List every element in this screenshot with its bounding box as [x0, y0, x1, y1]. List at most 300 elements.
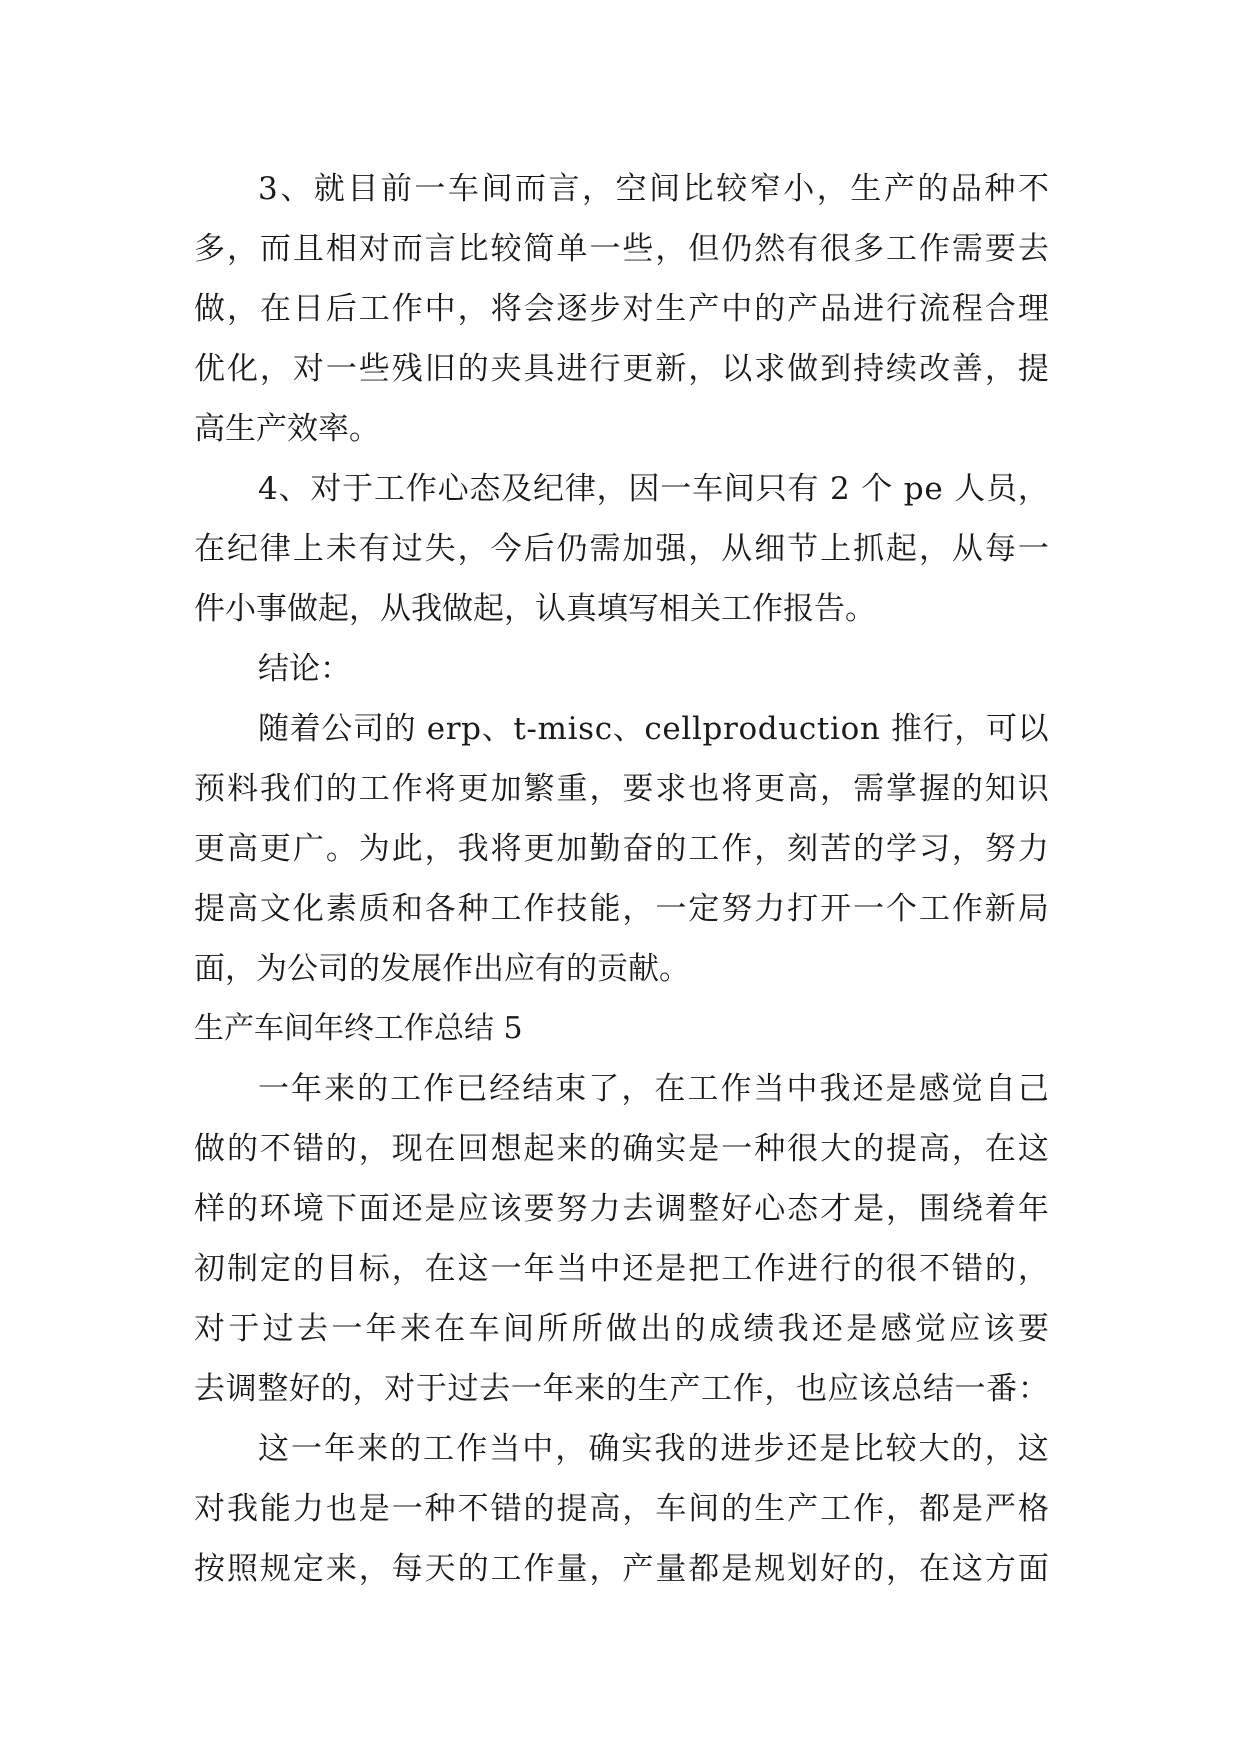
line-char: 个 — [886, 891, 918, 927]
line-char: 工 — [490, 1551, 522, 1587]
line-char: 学 — [886, 831, 918, 867]
line-char: ， — [954, 711, 986, 747]
line-char: 好 — [721, 1191, 753, 1227]
line-char: 作 — [405, 471, 437, 507]
line-char: 的 — [589, 1131, 621, 1167]
line-char: 去 — [622, 1191, 654, 1227]
line-char: 比 — [682, 171, 714, 207]
line-char: - — [526, 711, 537, 747]
paragraph-line — [194, 699, 1049, 759]
line-char: 目 — [347, 171, 379, 207]
line-char: 来 — [324, 1071, 356, 1107]
line-char: 程 — [951, 291, 983, 327]
paragraph-line — [194, 819, 1049, 879]
line-char: ， — [1017, 1251, 1049, 1287]
line-char: 产 — [622, 1551, 654, 1587]
line-char: 但 — [688, 231, 720, 267]
line-char: ， — [622, 891, 654, 927]
line-char: 的 — [984, 1251, 1016, 1287]
line-char: 更 — [523, 831, 555, 867]
line-char: 当 — [753, 1071, 785, 1107]
paragraph-line — [194, 1299, 1049, 1359]
line-char: 我 — [259, 771, 291, 807]
line-char: 一 — [258, 1071, 289, 1107]
line-char: 作 — [754, 1251, 786, 1287]
line-char: 失 — [424, 531, 456, 567]
line-char: 要 — [1017, 1311, 1049, 1347]
line-char: 成 — [708, 1311, 740, 1347]
line-char: 们 — [292, 771, 324, 807]
line-char: 去 — [296, 1311, 328, 1347]
line-char: 素 — [325, 891, 357, 927]
line-char: 好 — [820, 1551, 852, 1587]
line-char: 3 — [258, 171, 278, 207]
line-char: 些 — [358, 351, 390, 387]
line-char: 间 — [688, 1491, 720, 1527]
line-char: ， — [259, 351, 291, 387]
line-char: 自 — [984, 1071, 1016, 1107]
line-char: 4 — [258, 471, 278, 507]
line-char: 还 — [811, 1311, 843, 1347]
line-char: 高 — [226, 891, 258, 927]
line-char: ， — [984, 1431, 1016, 1467]
line-char: 环 — [259, 1191, 291, 1227]
line-char: o — [738, 711, 758, 747]
line-char: 束 — [555, 1071, 587, 1107]
line-char: 局 — [1017, 891, 1049, 927]
line-char: 生 — [637, 1371, 669, 1407]
line-char: ， — [589, 771, 621, 807]
line-char: ， — [596, 471, 628, 507]
line-char: 实 — [621, 1431, 653, 1467]
line-char: 照 — [226, 1551, 258, 1587]
line-char: 的 — [674, 1311, 706, 1347]
line-char: 从 — [721, 531, 753, 567]
line-char: 力 — [754, 891, 786, 927]
line-char: 起 — [523, 1131, 555, 1167]
line-char: 以 — [721, 351, 753, 387]
line-char: 更 — [754, 771, 786, 807]
paragraph-line — [194, 1059, 1049, 1119]
line-char: 刻 — [787, 831, 819, 867]
line-char: 生 — [850, 171, 882, 207]
line-char: ， — [358, 1131, 390, 1167]
line-char: 要 — [523, 1191, 555, 1227]
line-char: 工 — [721, 1251, 753, 1287]
line-char: 相 — [325, 231, 357, 267]
line-char: 天 — [424, 1551, 456, 1587]
line-char: 然 — [754, 231, 786, 267]
line-char: 些 — [622, 231, 654, 267]
line-char: 结 — [522, 1071, 554, 1107]
line-char: 窄 — [749, 171, 781, 207]
line-char: ， — [688, 531, 720, 567]
line-char: 是 — [688, 1131, 720, 1167]
line-char: 也 — [325, 1491, 357, 1527]
line-char: 简 — [523, 231, 555, 267]
line-char: ， — [688, 351, 720, 387]
line-char: 规 — [754, 1551, 786, 1587]
line-char: 勤 — [589, 831, 621, 867]
line-char: 的 — [384, 711, 416, 747]
line-char: ， — [391, 1251, 423, 1287]
line-char: 逐 — [556, 291, 588, 327]
line-char: r — [723, 711, 738, 747]
line-char: 工 — [358, 771, 390, 807]
line-char: r — [445, 711, 461, 747]
line-char: e — [662, 711, 681, 747]
line-char: 生 — [754, 1491, 786, 1527]
line-char: 对 — [384, 1371, 416, 1407]
line-char: c — [644, 711, 662, 747]
line-char: 强 — [655, 531, 687, 567]
line-char: 是 — [819, 1431, 851, 1467]
line-char: 来 — [574, 1371, 606, 1407]
line-char: 到 — [820, 351, 852, 387]
line-char: 所 — [571, 1311, 603, 1347]
line-char: 经 — [489, 1071, 521, 1107]
line-char: 年 — [365, 1311, 397, 1347]
line-char: 来 — [357, 1431, 389, 1467]
line-char: 为 — [358, 831, 390, 867]
line-char: e — [426, 711, 446, 747]
line-char: 律 — [564, 471, 596, 507]
line-char: 比 — [852, 1431, 884, 1467]
line-char: d — [757, 711, 778, 747]
line-char: 单 — [556, 231, 588, 267]
line-char: 感 — [918, 1071, 950, 1107]
line-char: 于 — [342, 471, 374, 507]
line-char: 也 — [688, 771, 720, 807]
line-char: 在 — [424, 1251, 456, 1287]
paragraph-line — [194, 1119, 1049, 1179]
line-char: 工 — [886, 231, 918, 267]
line-char: 的 — [853, 1131, 885, 1167]
line-char: ， — [358, 1551, 390, 1587]
paragraph-line — [194, 759, 1049, 819]
line-char: 每 — [391, 1551, 423, 1587]
line-char: 调 — [225, 1371, 257, 1407]
line-char: 的 — [357, 1071, 389, 1107]
line-char: 种 — [754, 1131, 786, 1167]
line-char: 合 — [984, 291, 1016, 327]
line-char: 优 — [194, 351, 225, 387]
line-char: 中 — [522, 1431, 554, 1467]
line-char: 来 — [325, 1551, 357, 1587]
line-char: 己 — [1017, 1071, 1049, 1107]
line-char: 作 — [391, 771, 423, 807]
line-text: 高生产效率。 — [194, 411, 380, 447]
line-char: 提 — [886, 1131, 918, 1167]
line-char: 日 — [292, 291, 324, 327]
line-char: 产 — [669, 1371, 701, 1407]
line-char: 需 — [589, 531, 621, 567]
line-char: 有 — [787, 471, 819, 507]
line-char: 错 — [292, 1131, 324, 1167]
line-char: 理 — [1017, 291, 1049, 327]
line-char: c — [798, 711, 817, 747]
line-char: 都 — [918, 1491, 950, 1527]
line-char: 年 — [523, 1251, 555, 1287]
line-char: ， — [886, 1491, 918, 1527]
line-char: 个 — [861, 471, 893, 507]
line-char: 作 — [456, 1431, 488, 1467]
line-char: 具 — [523, 351, 555, 387]
line-char: 加 — [490, 771, 522, 807]
line-char: 知 — [984, 771, 1016, 807]
line-char: 上 — [292, 531, 324, 567]
line-char: 一 — [954, 1371, 986, 1407]
line-char: 进 — [853, 291, 885, 327]
paragraph-line — [194, 639, 1049, 699]
line-char: 一 — [291, 1431, 323, 1467]
line-char: 力 — [1017, 831, 1049, 867]
line-char: 提 — [194, 891, 225, 927]
line-char: 心 — [754, 1191, 786, 1227]
line-char: 纪 — [226, 531, 258, 567]
line-char: 的 — [226, 1191, 258, 1227]
line-char: i — [567, 711, 578, 747]
line-char: 格 — [1017, 1491, 1049, 1527]
line-char: 进 — [787, 1251, 819, 1287]
line-char: 种 — [424, 1491, 456, 1527]
line-char: 一 — [721, 1131, 753, 1167]
line-char: 而 — [259, 231, 291, 267]
line-char: ， — [622, 1491, 654, 1527]
line-char: 做 — [194, 291, 225, 327]
line-char: n — [859, 711, 880, 747]
line-char: 去 — [479, 1371, 511, 1407]
line-char: ， — [226, 291, 258, 327]
paragraph-line — [194, 1179, 1049, 1239]
line-char: 是 — [885, 1071, 917, 1107]
line-char: 言 — [548, 171, 580, 207]
line-char: t — [513, 711, 526, 747]
line-char: 错 — [490, 1491, 522, 1527]
line-char: 需 — [951, 231, 983, 267]
line-char: 是 — [721, 1551, 753, 1587]
line-char: 还 — [852, 1071, 884, 1107]
line-char: 量 — [655, 1551, 687, 1587]
line-char: ， — [457, 531, 489, 567]
line-char: 过 — [447, 1371, 479, 1407]
line-char: 量 — [556, 1551, 588, 1587]
line-char: 确 — [588, 1431, 620, 1467]
line-char: 作 — [523, 1551, 555, 1587]
line-char: 而 — [391, 231, 423, 267]
paragraph-line — [194, 519, 1049, 579]
line-char: 是 — [358, 1491, 390, 1527]
line-char: 作 — [391, 291, 423, 327]
line-char: 都 — [688, 1551, 720, 1587]
line-text: 面，为公司的发展作出应有的贡献。 — [194, 951, 690, 987]
line-text: 件小事做起，从我做起，认真填写相关工作报告。 — [194, 591, 876, 627]
line-char: 定 — [292, 1551, 324, 1587]
line-char: 产 — [787, 291, 819, 327]
line-char: 的 — [754, 291, 786, 327]
line-char: 质 — [358, 891, 390, 927]
line-char: 来 — [556, 1131, 588, 1167]
line-char: 有 — [787, 231, 819, 267]
line-char: 标 — [358, 1251, 390, 1287]
line-char: 面 — [1017, 1551, 1049, 1587]
line-char: 工 — [918, 891, 950, 927]
line-char: 行 — [886, 291, 918, 327]
line-char: 调 — [655, 1191, 687, 1227]
document-page — [194, 159, 1049, 1599]
line-char — [416, 699, 426, 759]
line-char: 也 — [796, 1371, 828, 1407]
line-char — [819, 459, 829, 519]
line-char: 工 — [390, 1071, 422, 1107]
line-char: 感 — [880, 1311, 912, 1347]
line-char: 提 — [1017, 351, 1049, 387]
line-char: 好 — [289, 1371, 321, 1407]
line-char: 后 — [523, 531, 555, 567]
line-char: 的 — [721, 1491, 753, 1527]
line-char: 还 — [391, 1191, 423, 1227]
line-char: 间 — [723, 471, 755, 507]
line-char: 持 — [853, 351, 885, 387]
line-text: 结论： — [258, 651, 351, 687]
line-char: 言 — [424, 231, 456, 267]
line-char: ， — [951, 1131, 983, 1167]
line-char: 行 — [922, 711, 954, 747]
line-char: 高 — [787, 771, 819, 807]
line-char: 在 — [194, 531, 225, 567]
line-char: 夹 — [490, 351, 522, 387]
line-char: 这 — [1017, 1131, 1049, 1167]
line-char: 对 — [292, 351, 324, 387]
line-char: 过 — [262, 1311, 294, 1347]
line-char: 定 — [688, 891, 720, 927]
line-char: 行 — [589, 351, 621, 387]
line-char: 于 — [415, 1371, 447, 1407]
line-char: 对 — [622, 291, 654, 327]
paragraph-line — [194, 219, 1049, 279]
line-char: 很 — [820, 231, 852, 267]
line-char: 的 — [457, 1551, 489, 1587]
line-char: 一 — [391, 1491, 423, 1527]
paragraph-line — [194, 879, 1049, 939]
paragraph-line — [194, 1359, 1049, 1419]
line-char: 作 — [720, 1071, 752, 1107]
line-char: 将 — [490, 831, 522, 867]
line-char: 样 — [194, 1191, 225, 1227]
line-char: 纪 — [533, 471, 565, 507]
line-char: 番 — [986, 1371, 1018, 1407]
line-char: 是 — [951, 1491, 983, 1527]
line-char: 广 — [292, 831, 324, 867]
line-char: 识 — [1017, 771, 1049, 807]
line-char: 面 — [358, 1191, 390, 1227]
section-heading — [194, 999, 1049, 1059]
line-char: 在 — [434, 1311, 466, 1347]
line-char: 去 — [194, 1371, 225, 1407]
line-char: 、 — [481, 711, 513, 747]
line-char: 因 — [628, 471, 660, 507]
line-char: ， — [582, 171, 614, 207]
line-char: s — [578, 711, 595, 747]
line-char: ， — [226, 231, 258, 267]
line-char: 生 — [655, 291, 687, 327]
line-char: 打 — [787, 891, 819, 927]
line-char: 的 — [951, 771, 983, 807]
line-char: 当 — [556, 1251, 588, 1287]
line-char: 中 — [589, 1251, 621, 1287]
line-char: 和 — [391, 891, 423, 927]
line-char: 的 — [325, 1131, 357, 1167]
line-char: 过 — [391, 531, 423, 567]
line-char: ， — [621, 1071, 653, 1107]
line-char: 把 — [688, 1251, 720, 1287]
line-char: 求 — [754, 351, 786, 387]
line-char: 确 — [622, 1131, 654, 1167]
line-char: 需 — [853, 771, 885, 807]
line-char: 、 — [280, 171, 312, 207]
line-char: 间 — [502, 1311, 534, 1347]
line-char: 文 — [259, 891, 291, 927]
line-char: 作 — [918, 231, 950, 267]
line-char: 掌 — [886, 771, 918, 807]
line-char: 中 — [424, 291, 456, 327]
line-char: 大 — [918, 1431, 950, 1467]
line-char: 、 — [612, 711, 644, 747]
line-char — [893, 459, 903, 519]
line-char: 料 — [226, 771, 258, 807]
line-char: 还 — [786, 1431, 818, 1467]
line-char: 是 — [655, 1251, 687, 1287]
line-char — [881, 699, 891, 759]
line-char: 小 — [783, 171, 815, 207]
line-char: 每 — [984, 531, 1016, 567]
line-char: 严 — [984, 1491, 1016, 1527]
line-char: 进 — [556, 351, 588, 387]
line-char: 要 — [984, 231, 1016, 267]
line-char: 不 — [918, 1251, 950, 1287]
line-char: 比 — [457, 231, 489, 267]
line-char: 的 — [320, 1371, 352, 1407]
line-char: l — [681, 711, 692, 747]
line-char: 高 — [918, 1131, 950, 1167]
line-char: 技 — [556, 891, 588, 927]
line-char: 公 — [321, 711, 353, 747]
line-char: 按 — [194, 1551, 225, 1587]
line-char: 抓 — [853, 531, 885, 567]
line-char: 开 — [820, 891, 852, 927]
line-char: 整 — [257, 1371, 289, 1407]
line-char: 推 — [891, 711, 923, 747]
line-char: 员 — [986, 471, 1018, 507]
line-char: 努 — [556, 1191, 588, 1227]
line-char: ， — [918, 531, 950, 567]
line-char: 工 — [490, 891, 522, 927]
line-char: 做 — [787, 351, 819, 387]
line-char: p — [702, 711, 723, 747]
line-char: 这 — [1017, 1431, 1049, 1467]
line-char: 将 — [721, 771, 753, 807]
line-char: 了 — [588, 1071, 620, 1107]
line-char: 着 — [984, 1191, 1016, 1227]
line-char: 现 — [391, 1131, 423, 1167]
line-char: 的 — [655, 831, 687, 867]
line-char: 制 — [226, 1251, 258, 1287]
line-char: 大 — [820, 1131, 852, 1167]
line-char: 品 — [820, 291, 852, 327]
line-char: 以 — [1017, 711, 1049, 747]
line-char: ， — [655, 231, 687, 267]
line-char: 高 — [226, 831, 258, 867]
